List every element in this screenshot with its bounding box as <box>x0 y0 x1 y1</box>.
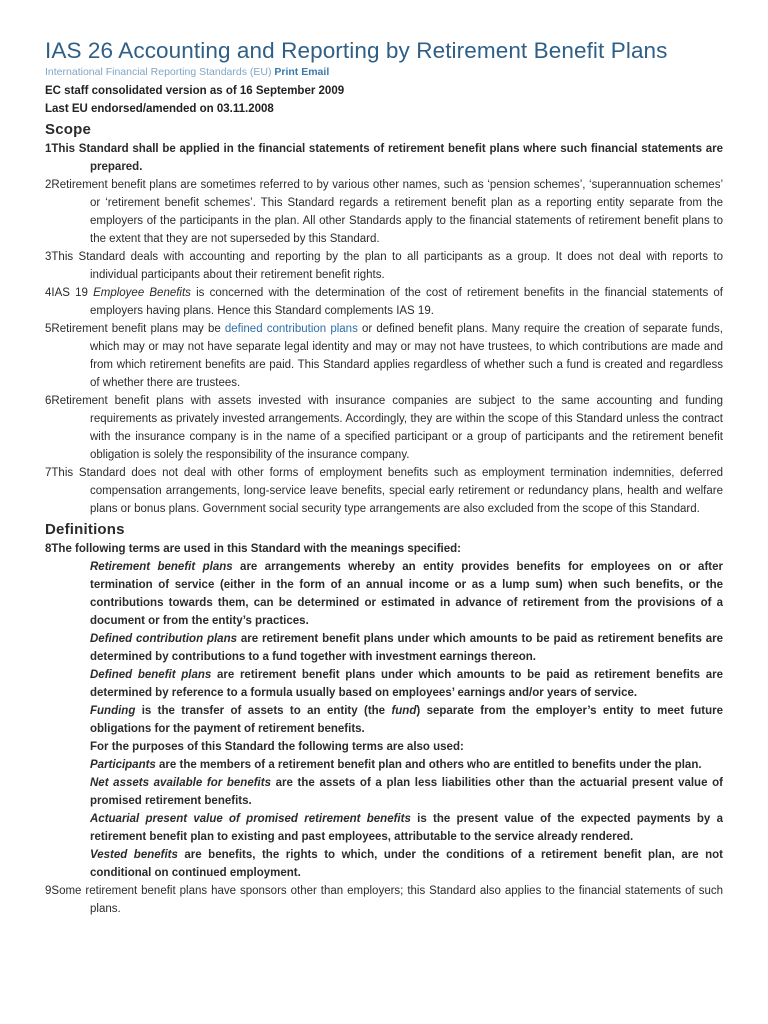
paragraph-7 <box>45 464 723 518</box>
paragraph-text: This Standard shall be applied in the financial statements of retirement benefit plans where such financial statements are prepared. <box>51 143 723 173</box>
paragraph-text: Retirement benefit plans are sometimes referred to by various other names, such as ‘pension schemes’, ‘superannuation schemes’ or ‘retirement benefit schemes’. This Standard regards a retirement benefit plan as a reporting entity separate from the employers of the participants in the plan. All other Standards apply to the financial statements of retirement benefit plans to the extent that they are not superseded by this Standard. <box>51 179 723 245</box>
endorsed-line: Last EU endorsed/amended on 03.11.2008 <box>45 103 274 115</box>
standard-reference: Employee Benefits <box>93 287 191 299</box>
paragraph-6 <box>45 392 723 464</box>
definition-text: ) separate from the employer’s entity to meet future obligations for the payment of retirement benefits. <box>90 705 723 735</box>
definition-term: Funding <box>90 705 136 717</box>
paragraph-2 <box>45 176 723 248</box>
definition-text: are the assets of a plan less liabilities other than the actuarial present value of promised retirement benefits. <box>90 777 723 807</box>
source-line <box>45 65 723 79</box>
definition-actuarial-present-value <box>45 810 723 846</box>
definition-participants <box>45 756 723 774</box>
definitions-heading: Definitions <box>45 521 125 538</box>
definition-vested-benefits <box>45 846 723 882</box>
paragraph-5 <box>45 320 723 392</box>
paragraph-number: 6 <box>45 395 52 407</box>
definition-text: is the transfer of assets to an entity (the <box>135 705 392 717</box>
paragraph-text-post: is concerned with the determination of the cost of retirement benefits in the financial statements of employers having plans. Hence this Standard complements IAS 19. <box>90 287 723 317</box>
definition-text: are the members of a retirement benefit plan and others who are entitled to benefits under the plan. <box>155 759 702 771</box>
definition-defined-benefit-plans <box>45 666 723 702</box>
defined-contribution-plans-link[interactable]: defined contribution plans <box>224 323 358 335</box>
definition-term: Net assets available for benefits <box>90 777 271 789</box>
paragraph-text-pre: IAS 19 <box>51 287 94 299</box>
paragraph-number: 7 <box>45 467 52 479</box>
paragraph-text-post: or defined benefit plans. Many require the creation of separate funds, which may or may not have separate legal identity and may or may not have trustees, to which contributions are made and from which retirement benefits are paid. This Standard applies regardless of whether such a fund is created and regardless of whether there are trustees. <box>90 323 723 389</box>
paragraph-8 <box>45 540 723 558</box>
paragraph-3 <box>45 248 723 284</box>
paragraph-number: 3 <box>45 251 52 263</box>
paragraph-text: This Standard does not deal with other forms of employment benefits such as employment termination indemnities, deferred compensation arrangements, long-service leave benefits, special early retirement or redundancy plans, health and welfare plans or bonus plans. Government social security type arrangements are also excluded from the scope of this Standard. <box>51 467 723 515</box>
definition-text: is the present value of the expected payments by a retirement benefit plan to existing and past employees, attributable to the service already rendered. <box>90 813 723 843</box>
definition-term: Defined benefit plans <box>90 669 212 681</box>
paragraph-number: 4 <box>45 287 52 299</box>
source-label: International Financial Reporting Standards (EU) <box>45 66 272 78</box>
email-link[interactable]: Email <box>301 66 330 78</box>
print-link[interactable]: Print <box>274 66 299 78</box>
paragraph-number: 5 <box>45 323 52 335</box>
paragraph-text: This Standard deals with accounting and reporting by the plan to all participants as a group. It does not deal with reports to individual participants about their retirement benefit rights. <box>51 251 723 281</box>
paragraph-text: The following terms are used in this Standard with the meanings specified: <box>51 543 461 555</box>
paragraph-text: Some retirement benefit plans have sponsors other than employers; this Standard also applies to the financial statements of such plans. <box>51 885 723 915</box>
definition-net-assets <box>45 774 723 810</box>
definition-retirement-benefit-plans <box>45 558 723 630</box>
definition-text: are retirement benefit plans under which amounts to be paid as retirement benefits are determined by reference to a formula usually based on employees’ earnings and/or years of service. <box>90 669 723 699</box>
paragraph-number: 9 <box>45 885 52 897</box>
scope-heading: Scope <box>45 121 92 138</box>
definition-term: Retirement benefit plans <box>90 561 233 573</box>
definition-funding <box>45 702 723 738</box>
definition-term: Actuarial present value of promised retirement benefits <box>90 813 411 825</box>
definition-text: are benefits, the rights to which, under the conditions of a retirement benefit plan, are not conditional on continued employment. <box>90 849 723 879</box>
version-line: EC staff consolidated version as of 16 September 2009 <box>45 85 345 97</box>
page-title: IAS 26 Accounting and Reporting by Retirement Benefit Plans <box>45 38 668 63</box>
paragraph-text-pre: Retirement benefit plans may be <box>51 323 225 335</box>
definition-term: Defined contribution plans <box>90 633 237 645</box>
definition-term: Participants <box>90 759 156 771</box>
paragraph-1 <box>45 140 723 176</box>
paragraph-text: Retirement benefit plans with assets invested with insurance companies are subject to the same accounting and funding requirements as privately invested arrangements. Accordingly, they are within the scope of this Standard unless the contract with the insurance company is in the name of a specified participant or a group of participants and the retirement benefit obligation is solely the responsibility of the insurance company. <box>51 395 723 461</box>
paragraph-9 <box>45 882 723 918</box>
also-used-intro: For the purposes of this Standard the following terms are also used: <box>90 741 464 753</box>
paragraph-4 <box>45 284 723 320</box>
paragraph-number: 1 <box>45 143 52 155</box>
definition-text: are retirement benefit plans under which amounts to be paid as retirement benefits are determined by contributions to a fund together with investment earnings thereon. <box>90 633 723 663</box>
definition-term: Vested benefits <box>90 849 178 861</box>
paragraph-number: 2 <box>45 179 52 191</box>
paragraph-number: 8 <box>45 543 52 555</box>
definition-defined-contribution-plans <box>45 630 723 666</box>
definition-text: are arrangements whereby an entity provides benefits for employees on or after termination of service (either in the form of an annual income or as a lump sum) when such benefits, or the contributions towards them, can be determined or estimated in advance of retirement from the provisions of a document or from the entity’s practices. <box>90 561 723 627</box>
definition-term-fund: fund <box>391 705 417 717</box>
